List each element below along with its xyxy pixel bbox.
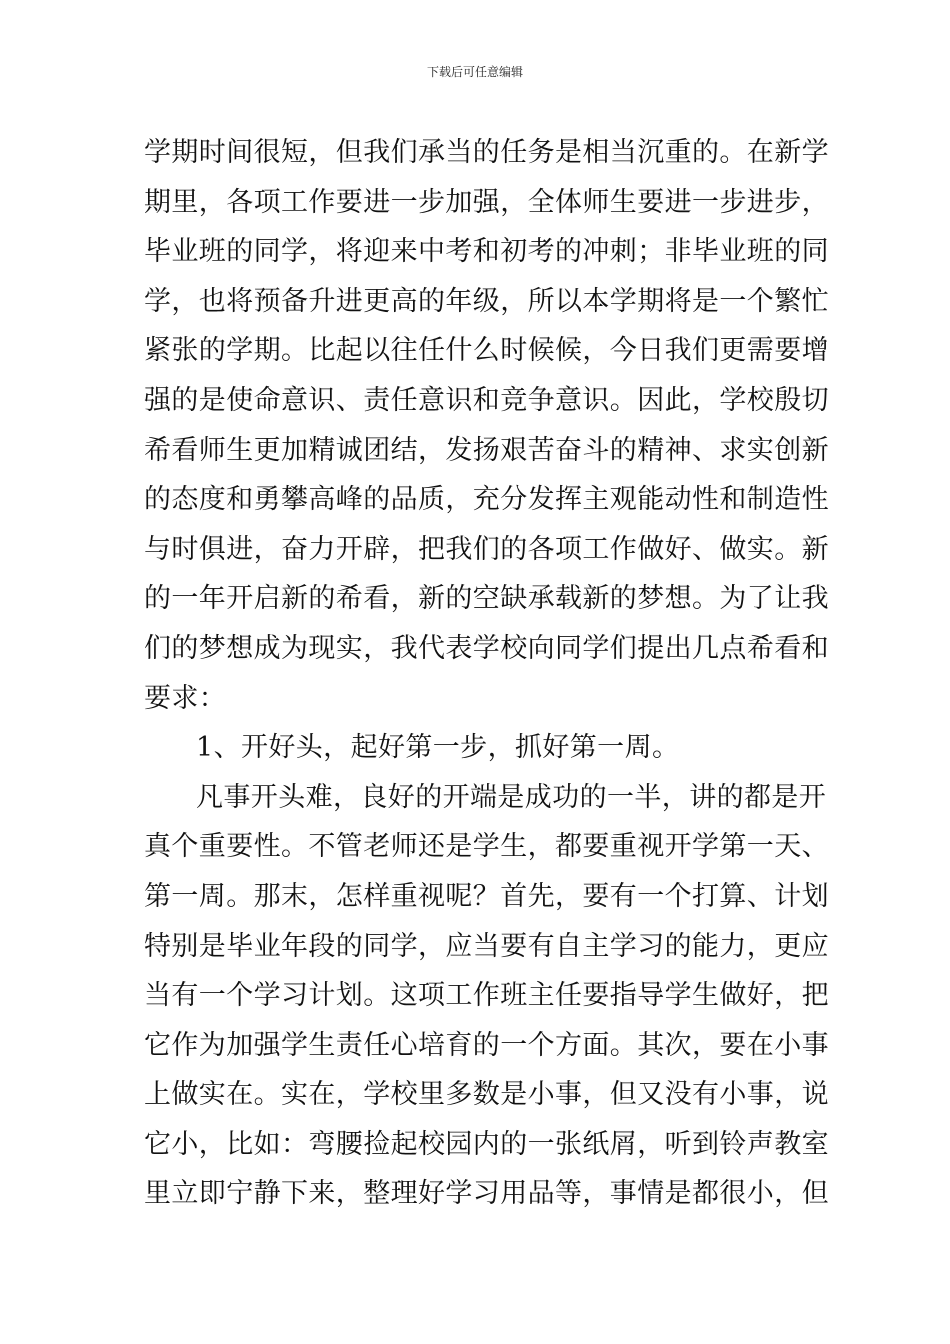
text-line: 它小，比如：弯腰捡起校园内的一张纸屑，听到铃声教室 (144, 1128, 829, 1160)
section-heading: 1、开好头，起好第一步，抓好第一周。 (196, 732, 680, 764)
text-line: 学期时间很短，但我们承当的任务是相当沉重的。在新学 (144, 137, 829, 168)
text-line: 它作为加强学生责任心培育的一个方面。其次，要在小事 (144, 1029, 829, 1061)
text-line: 紧张的学期。比起以往任什么时候候，今日我们更需要增 (144, 335, 829, 367)
header-note: 下载后可任意编辑 (426, 65, 523, 79)
text-line: 当有一个学习计划。这项工作班主任要指导学生做好，把 (144, 980, 829, 1012)
paragraph-start-line: 凡事开头难，良好的开端是成功的一半，讲的都是开 (196, 781, 827, 813)
text-line: 与时俱进，奋力开辟，把我们的各项工作做好、做实。新 (144, 533, 829, 565)
text-line: 希看师生更加精诚团结，发扬艰苦奋斗的精神、求实创新 (144, 434, 829, 466)
text-line: 上做实在。实在，学校里多数是小事，但又没有小事，说 (144, 1079, 829, 1111)
text-line: 要求： (144, 682, 227, 714)
text-line: 的态度和勇攀高峰的品质，充分发挥主观能动性和制造性 (144, 484, 829, 516)
text-line: 强的是使命意识、责任意识和竞争意识。因此，学校殷切 (144, 384, 829, 416)
text-line: 学，也将预备升进更高的年级，所以本学期将是一个繁忙 (144, 285, 829, 317)
body-text (144, 128, 829, 1219)
text-line: 真个重要性。不管老师还是学生，都要重视开学第一天、 (144, 831, 829, 863)
text-line: 毕业班的同学，将迎来中考和初考的冲刺；非毕业班的同 (144, 236, 829, 268)
text-line: 们的梦想成为现实，我代表学校向同学们提出几点希看和 (144, 632, 829, 664)
text-line: 特别是毕业年段的同学，应当要有自主学习的能力，更应 (144, 930, 829, 962)
text-line: 第一周。那末，怎样重视呢？首先，要有一个打算、计划 (144, 880, 829, 912)
text-line: 里立即宁静下来，整理好学习用品等，事情是都很小，但 (144, 1178, 829, 1210)
text-line: 期里，各项工作要进一步加强，全体师生要进一步进步， (144, 186, 829, 218)
text-line: 的一年开启新的希看，新的空缺承载新的梦想。为了让我 (144, 583, 829, 615)
